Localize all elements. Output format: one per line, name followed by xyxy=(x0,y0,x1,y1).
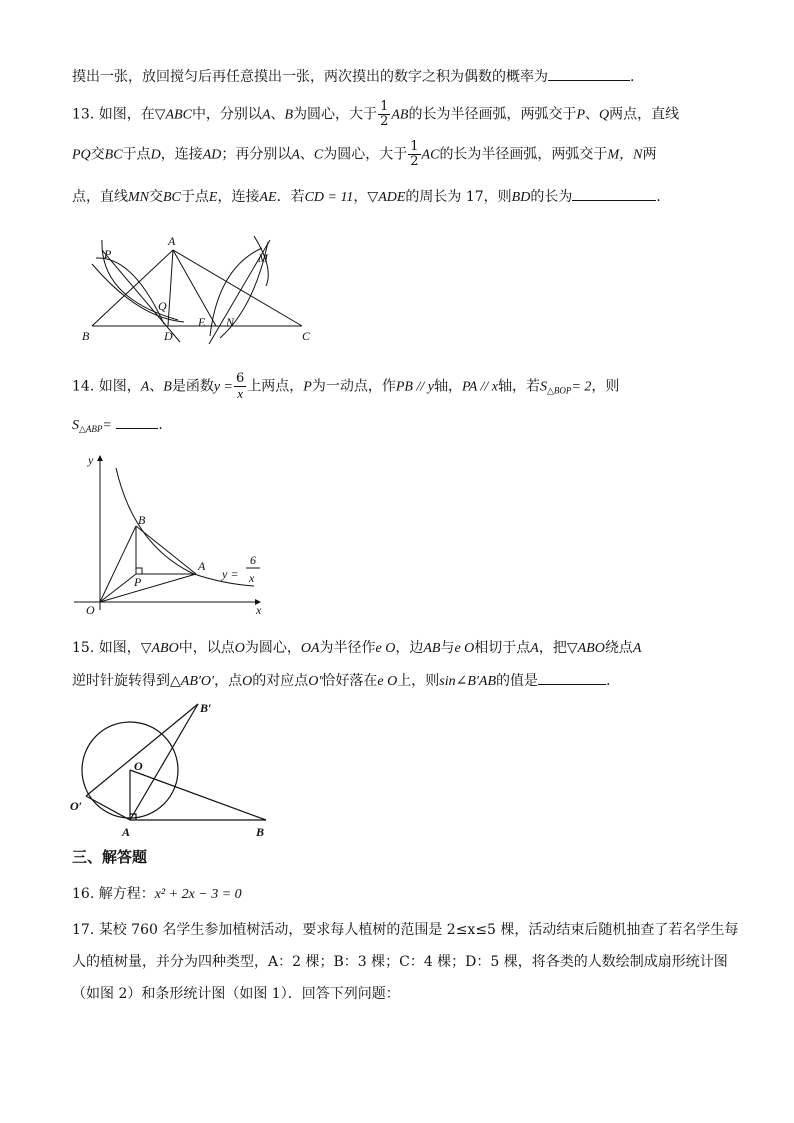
label: O xyxy=(134,759,143,773)
label: P xyxy=(104,247,112,261)
q15-text: 中，以点 xyxy=(178,640,235,656)
arc-right-1 xyxy=(210,248,262,336)
q13-text: 交 xyxy=(90,146,105,163)
q13-text: ，连接 xyxy=(217,189,260,205)
q13-line-2 xyxy=(72,140,656,169)
q13-text: 为圆心，大于 xyxy=(323,146,408,163)
q13-end: . xyxy=(656,189,661,205)
q13-text: 的长为 xyxy=(530,189,573,205)
q14-var: P xyxy=(303,379,312,395)
q13-var: AE xyxy=(259,190,277,205)
frac-den: x xyxy=(237,386,244,401)
q14-var: S xyxy=(72,418,79,433)
q15-var: O xyxy=(242,674,253,689)
q13-text: 为圆心，大于 xyxy=(293,106,378,123)
q15-text: ，点 xyxy=(214,673,243,689)
q14-line-1 xyxy=(72,372,619,401)
q13-var: A xyxy=(261,107,271,123)
q14-var: PA // x xyxy=(461,379,499,395)
q15-line-1 xyxy=(72,638,641,659)
q14-sub: △ABP xyxy=(79,424,103,434)
q13-var: AC xyxy=(421,147,440,163)
segment-ad xyxy=(168,250,173,326)
label: C xyxy=(302,329,311,343)
q13-var: D xyxy=(150,147,161,163)
label: B xyxy=(138,513,146,527)
q13-text: 两点，直线 xyxy=(609,106,680,123)
label: M xyxy=(258,251,268,265)
q13-text: 、 xyxy=(585,106,600,123)
q13-var: AD xyxy=(202,147,222,163)
q16-line xyxy=(72,884,242,905)
q14-var: PB // y xyxy=(395,379,434,395)
q15-end: . xyxy=(606,673,611,689)
segment-ac xyxy=(173,250,302,326)
label: O xyxy=(86,603,95,617)
q15-number: 15. 如图， xyxy=(72,640,141,656)
q14-text: ，则 xyxy=(591,378,620,395)
q13-text: 于点 xyxy=(122,146,151,163)
frac-den: 2 xyxy=(380,114,389,129)
q13-text: ；再分别以 xyxy=(221,146,292,163)
q14-text: 是函数 xyxy=(171,378,214,395)
label: P xyxy=(134,575,142,589)
q13-text: 两 xyxy=(642,146,657,163)
q13-var: AB xyxy=(391,107,409,123)
q13-text: 的周长为 17，则 xyxy=(405,189,512,205)
label: B′ xyxy=(200,701,212,715)
q15-text: 恰好落在 xyxy=(321,673,378,689)
q14-line-2 xyxy=(72,414,163,439)
q15-figure xyxy=(70,698,280,840)
q13-text: 交 xyxy=(149,189,163,205)
q13-text: 、 xyxy=(270,106,285,123)
q15-var: △AB′O′ xyxy=(170,674,215,689)
q15-var: ▽ABO xyxy=(566,641,605,656)
segment-ab xyxy=(136,526,196,574)
q13-line-1 xyxy=(72,100,679,129)
segment-oP xyxy=(100,574,136,602)
q15-text: 逆时针旋转得到 xyxy=(72,673,170,689)
frac-num: 1 xyxy=(380,99,389,114)
frac-num: 1 xyxy=(410,139,419,154)
q15-text: 的对应点 xyxy=(252,673,309,689)
q13-var: BC xyxy=(104,147,123,163)
q13-var: M，N xyxy=(607,147,643,163)
q14-sub: △BOP xyxy=(547,385,572,396)
label: A xyxy=(122,825,131,839)
q13-var: B xyxy=(284,107,294,123)
q13-text: 的长为半径画弧，两弧交于 xyxy=(439,146,608,163)
q14-end: . xyxy=(158,417,163,433)
q15-var: A xyxy=(530,641,539,656)
q14-text: 轴，若 xyxy=(498,378,541,395)
q13-half-fraction-2 xyxy=(408,140,420,169)
label: B xyxy=(256,825,265,839)
q13-var: MN xyxy=(128,190,149,205)
label: A xyxy=(198,559,206,573)
q15-var: O xyxy=(234,641,245,656)
q13-text: 的长为半径画弧，两弧交于 xyxy=(408,106,577,123)
curve-label-den: x xyxy=(249,571,255,585)
q13-var: P xyxy=(576,107,586,123)
segment-ob xyxy=(130,770,266,820)
curve-label-num: 6 xyxy=(250,553,256,567)
q17-line-1: 17. 某校 760 名学生参加植树活动，要求每人植树的范围是 2≤x≤5 棵，活动结束后随机抽查了若名学生每 xyxy=(72,922,739,938)
q15-var: AB xyxy=(423,641,441,656)
q13-figure xyxy=(78,228,328,348)
q13-text: 、 xyxy=(299,146,314,163)
q14-var: A xyxy=(140,379,150,395)
q15-text: 上，则 xyxy=(397,673,440,689)
q16-text: 16. 解方程： xyxy=(72,886,155,902)
q15-var: O′ xyxy=(308,674,322,689)
q13-answer-blank[interactable] xyxy=(572,186,656,201)
q13-text: ．若 xyxy=(276,189,305,205)
q12-end: . xyxy=(630,69,635,85)
curve-label: y = xyxy=(222,567,239,581)
q13-text: ， xyxy=(353,189,368,205)
q14-text: 为一动点，作 xyxy=(311,378,396,395)
q14-var: = xyxy=(102,418,112,433)
q12-line xyxy=(72,66,634,87)
label: y xyxy=(88,453,94,467)
segment-ob xyxy=(100,526,136,602)
q15-text: 为半径作 xyxy=(319,640,376,656)
q13-var: C xyxy=(313,147,324,163)
q15-text: 的值是 xyxy=(496,673,539,689)
segment-o-prime-b-prime xyxy=(86,704,198,796)
q17-line-2: 人的植树量，并分为四种类型，A：2 棵；B：3 棵；C：4 棵；D：5 棵，将各类的人数绘制成扇形统计图 xyxy=(72,954,728,970)
q14-number: 14. 如图， xyxy=(72,378,141,395)
q15-text: ，把 xyxy=(538,640,567,656)
q14-var: B xyxy=(163,379,172,395)
label: D xyxy=(164,329,173,343)
q15-text: 为圆心， xyxy=(244,640,301,656)
label: O′ xyxy=(70,799,83,813)
q13-var: A xyxy=(291,147,300,163)
q15-text: 绕点 xyxy=(604,640,633,656)
q13-line-3 xyxy=(72,186,661,208)
q14-fraction xyxy=(234,372,246,401)
segment-ao-prime xyxy=(86,796,130,820)
q13-text: 点，直线 xyxy=(72,189,128,205)
q13-var: CD = 11 xyxy=(304,190,354,205)
label: Q xyxy=(158,299,167,313)
label: B xyxy=(82,329,90,343)
q14-var: y = xyxy=(213,379,234,395)
q14-var: = 2 xyxy=(571,379,592,395)
q12-answer-blank[interactable] xyxy=(548,66,630,81)
frac-den: 2 xyxy=(410,154,419,169)
q15-answer-blank[interactable] xyxy=(538,670,606,685)
q15-var: A xyxy=(632,641,642,656)
q13-half-fraction xyxy=(378,100,390,129)
q15-var: sin∠B′AB xyxy=(439,674,497,689)
segment-ae xyxy=(173,250,216,326)
q13-text: 中，分别以 xyxy=(191,106,262,123)
q15-line-2 xyxy=(72,670,611,692)
label: x xyxy=(256,603,262,617)
q14-figure xyxy=(74,450,274,618)
q15-var: ▽ABO xyxy=(140,641,179,656)
label: E xyxy=(198,315,206,329)
q14-answer-blank[interactable] xyxy=(116,414,158,429)
q14-text: 、 xyxy=(149,378,164,395)
label: N xyxy=(226,315,235,329)
q13-var: Q xyxy=(599,107,610,123)
frac-num: 6 xyxy=(236,371,245,386)
q15-var: OA xyxy=(300,641,320,656)
q15-var: e O xyxy=(375,641,396,656)
q15-var: e O xyxy=(454,641,475,656)
q13-var: E xyxy=(208,190,218,205)
q17-line-3: （如图 2）和条形统计图（如图 1）．回答下列问题： xyxy=(72,986,400,1002)
label: A xyxy=(168,234,176,248)
q14-text: 轴， xyxy=(433,378,462,395)
section-title: 三、解答题 xyxy=(72,848,148,866)
q14-var: S xyxy=(540,379,548,395)
q13-var: BC xyxy=(163,190,181,205)
q13-text: 于点 xyxy=(180,189,209,205)
segment-oa xyxy=(100,574,196,602)
q13-var: PQ xyxy=(72,147,91,163)
q13-number: 13. 如图，在 xyxy=(72,106,155,123)
q15-text: 与 xyxy=(440,640,455,656)
q13-var: ▽ADE xyxy=(367,190,406,205)
q13-triangle: ▽ABC xyxy=(154,107,192,123)
q12-text: 摸出一张，放回搅匀后再任意摸出一张，两次摸出的数字之积为偶数的概率为 xyxy=(72,69,548,85)
q13-text: ，连接 xyxy=(160,146,203,163)
q15-text: 相切于点 xyxy=(474,640,531,656)
right-angle-mark xyxy=(136,568,142,574)
q14-text: 上两点， xyxy=(247,378,304,395)
q16-equation: x² + 2x − 3 = 0 xyxy=(154,887,242,902)
q13-var: BD xyxy=(511,190,531,205)
q15-var: e O xyxy=(377,674,398,689)
q15-text: ，边 xyxy=(395,640,424,656)
